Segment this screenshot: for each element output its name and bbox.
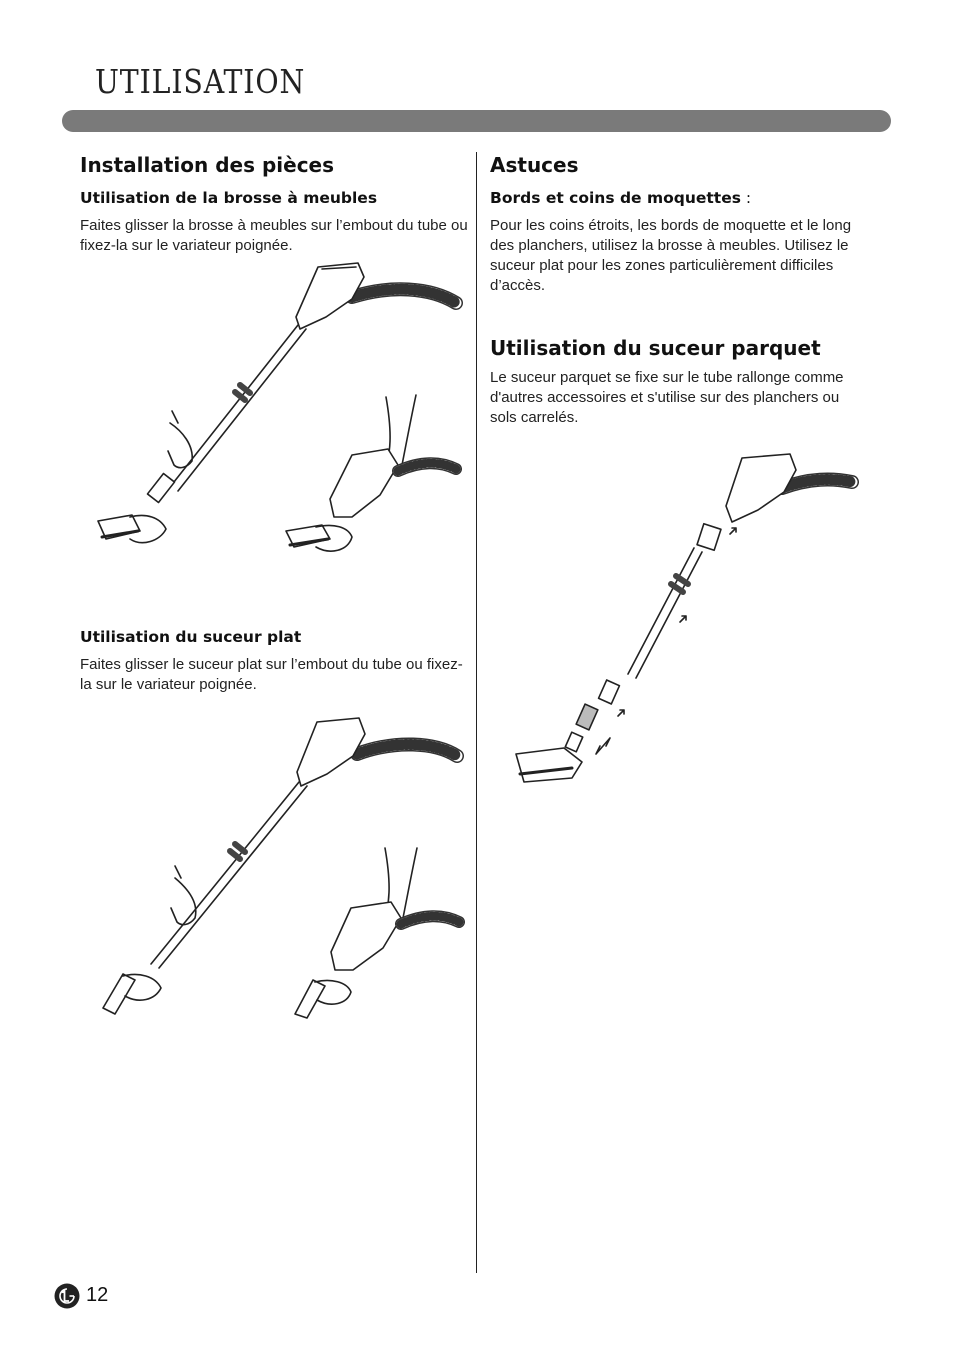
- column-divider: [476, 152, 477, 1273]
- crevice-instructions: Faites glisser le suceur plat sur l’embout du tube ou fixez-la sur le variateur poignée.: [80, 656, 463, 693]
- crevice-tool-illustration: [95, 712, 465, 1022]
- parquet-instructions: Le suceur parquet se fixe sur le tube rallonge comme d'autres accessoires et s'utilise sur des planchers ou sols carrelés.: [490, 369, 844, 426]
- section-title-parquet: Utilisation du suceur parquet: [490, 336, 821, 360]
- brush-instructions: Faites glisser la brosse à meubles sur l’embout du tube ou fixez-la sur le variateur poignée.: [80, 217, 468, 254]
- section-title-installation: Installation des pièces: [80, 153, 335, 177]
- section-title-tips: Astuces: [490, 153, 579, 177]
- subsection-title-brush: Utilisation de la brosse à meubles: [80, 189, 378, 207]
- parquet-nozzle-illustration: [510, 448, 860, 793]
- brush-attachment-illustration: [90, 255, 470, 585]
- subsection-title-crevice: Utilisation du suceur plat: [80, 628, 302, 646]
- page-number: 12: [86, 1284, 109, 1306]
- subsection-title-carpet-edges: Bords et coins de moquettes :: [490, 189, 752, 207]
- carpet-edges-instructions: Pour les coins étroits, les bords de moquette et le long des planchers, utilisez la brosse à meubles. Utilisez le suceur plat pour les zones particulièrement difficiles d’accès.: [490, 217, 852, 294]
- page-title: UTILISATION: [95, 62, 306, 101]
- lg-logo-icon: [54, 1283, 80, 1309]
- header-bar: [62, 110, 891, 132]
